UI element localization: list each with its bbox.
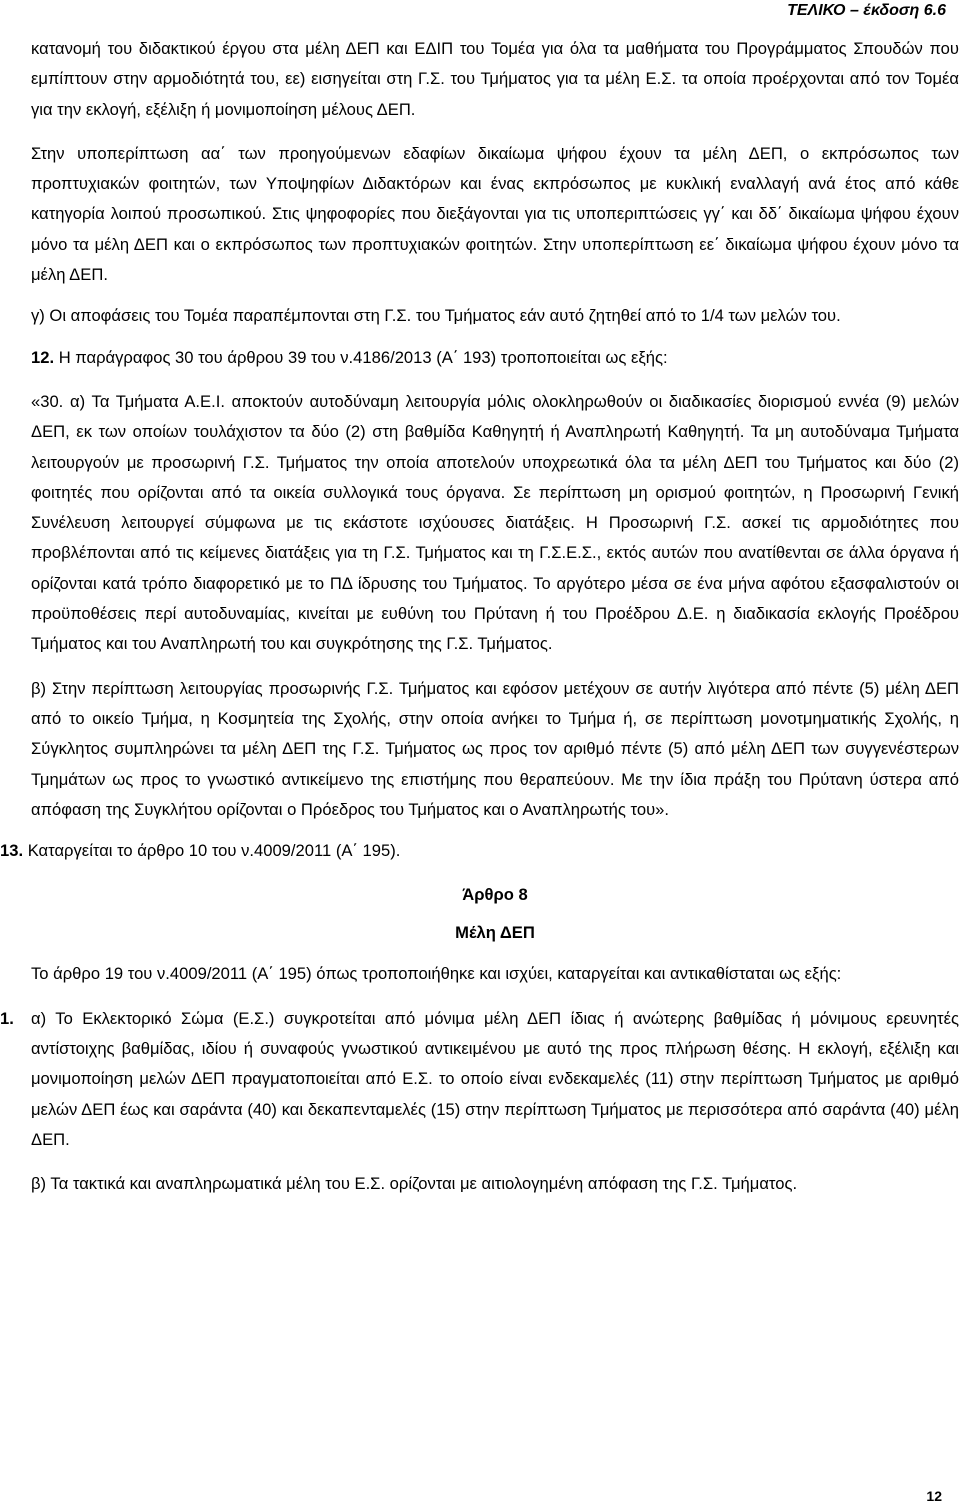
paragraph-item-12 [31, 343, 959, 373]
paragraph-sector-decisions: γ) Οι αποφάσεις του Τομέα παραπέμπονται στη Γ.Σ. του Τμήματος εάν αυτό ζητηθεί από το 1/4 των μελών του. [31, 306, 841, 326]
item-number: 13. [0, 841, 24, 861]
paragraph-article-30a: «30. α) Τα Τμήματα Α.Ε.Ι. αποκτούν αυτοδύναμη λειτουργία μόλις ολοκληρωθούν οι διαδικασίες διορισμού εννέα (9) μελών ΔΕΠ, εκ των οποίων τουλάχιστον τα δύο (2) στη βαθμίδα Καθηγητή ή Αναπληρωτή Καθηγητή. Τα μη αυτοδύναμα Τμήματα λειτουργούν με προσωρινή Γ.Σ. Τμήματος την οποία αποτελούν υποχρεωτικά όλα τα μέλη ΔΕΠ του Τμήματος και δύο (2) φοιτητές που ορίζονται από τα οικεία συλλογικά τους όργανα. Σε περίπτωση μη ορισμού φοιτητών, η Προσωρινή Γενική Συνέλευση λειτουργεί σύμφωνα με τις εκάστοτε ισχύουσες διατάξεις. Η Προσωρινή Γ.Σ. ασκεί τις αρμοδιότητες που προβλέπονται από τις κείμενες διατάξεις για τη Γ.Σ. Τμήματος και τη Γ.Σ.Ε.Σ., εκτός αυτών που ανατίθενται σε άλλα όργανα ή ορίζονται κατά τρόπο διαφορετικό με το ΠΔ ίδρυσης του Τμήματος. Το αργότερο μέσα σε ένα μήνα αφότου εξασφαλιστούν οι προϋποθέσεις περί αυτοδυναμίας, κινείται με ευθύνη του Πρύτανη ή του Προέδρου Δ.Ε. η διαδικασία εκλογής Προέδρου Τμήματος και του Αναπληρωτή του και συγκρότησης της Γ.Σ. Τμήματος. [31, 391, 959, 654]
page-number: 12 [926, 1488, 942, 1504]
item-number: 12. [31, 347, 55, 367]
article-title: Άρθρο 8 [462, 885, 528, 905]
paragraph-item-13 [0, 836, 959, 866]
document-body [0, 34, 959, 1200]
version-header: ΤΕΛΙΚΟ – έκδοση 6.6 [787, 2, 946, 19]
paragraph-electoral-members: β) Τα τακτικά και αναπληρωματικά μέλη του Ε.Σ. ορίζονται με αιτιολογημένη απόφαση της Γ.Σ. Τμήματος. [31, 1174, 798, 1194]
paragraph-item-1 [0, 1004, 959, 1155]
paragraph-sector-duties: κατανομή του διδακτικού έργου στα μέλη ΔΕΠ και ΕΔΙΠ του Τομέα για όλα τα μαθήματα του Προγράμματος Σπουδών που εμπίπτουν στην αρμοδιότητά του, εε) εισηγείται στη Γ.Σ. του Τμήματος για τα μέλη Ε.Σ. τα οποία προέρχονται από τον Τομέα για την εκλογή, εξέλιξη ή μονιμοποίηση μέλους ΔΕΠ. [31, 39, 959, 119]
paragraph-voting-rights: Στην υποπερίπτωση αα΄ των προηγούμενων εδαφίων δικαίωμα ψήφου έχουν τα μέλη ΔΕΠ, ο εκπρόσωπος των προπτυχιακών φοιτητών, των Υποψηφίων Διδακτόρων και ένας εκπρόσωπος με κυκλική εναλλαγή ανά έτος από κάθε κατηγορία λοιπού προσωπικού. Στις ψηφοφορίες που διεξάγονται για τις υποπεριπτώσεις γγ΄ και δδ΄ δικαίωμα ψήφου έχουν μόνο τα μέλη ΔΕΠ και ο εκπρόσωπος των προπτυχιακών φοιτητών. Στην υποπερίπτωση εε΄ δικαίωμα ψήφου έχουν μόνο τα μέλη ΔΕΠ. [31, 143, 959, 285]
item-text: Η παράγραφος 30 του άρθρου 39 του ν.4186/2013 (Α΄ 193) τροποποιείται ως εξής: [54, 347, 668, 367]
item-text: α) Το Εκλεκτορικό Σώμα (Ε.Σ.) συγκροτείται από μόνιμα μέλη ΔΕΠ ίδιας ή ανώτερης βαθμίδας ή μόνιμους ερευνητές αντίστοιχης βαθμίδας, ιδίου ή συναφούς γνωστικού αντικειμένου με αυτό της προς πλήρωση θέσης. Η εκλογή, εξέλιξη και μονιμοποίηση μελών ΔΕΠ πραγματοποιείται από Ε.Σ. το οποίο είναι ενδεκαμελές (11) στην περίπτωση Τμήματος με αριθμό μελών ΔΕΠ έως και σαράντα (40) και δεκαπενταμελές (15) στην περίπτωση Τμήματος με περισσότερα από σαράντα (40) μέλη ΔΕΠ. [31, 1008, 959, 1149]
paragraph-article-19-intro: Το άρθρο 19 του ν.4009/2011 (Α΄ 195) όπως τροποποιήθηκε και ισχύει, καταργείται και αντικαθίσταται ως εξής: [31, 964, 842, 984]
item-number: 1. [0, 1008, 14, 1028]
item-text: Καταργείται το άρθρο 10 του ν.4009/2011 (Α΄ 195). [23, 841, 401, 861]
article-subtitle: Μέλη ΔΕΠ [455, 923, 535, 943]
paragraph-article-30b: β) Στην περίπτωση λειτουργίας προσωρινής Γ.Σ. Τμήματος και εφόσον μετέχουν σε αυτήν λιγότερα από πέντε (5) μέλη ΔΕΠ από το οικείο Τμήμα, η Κοσμητεία της Σχολής, στην οποία ανήκει το Τμήμα ή, σε περίπτωση μονοτμηματικής Σχολής, η Σύγκλητος συμπληρώνει τα μέλη ΔΕΠ της Γ.Σ. Τμήματος ως προς τον αριθμό πέντε (5) από μέλη ΔΕΠ των συγγενέστερων Τμημάτων ως προς το γνωστικό αντικείμενο της επιστήμης που θεραπεύουν. Με την ίδια πράξη του Πρύτανη ύστερα από απόφαση της Συγκλήτου ορίζονται ο Πρόεδρος του Τμήματος και ο Αναπληρωτής του». [31, 678, 959, 819]
